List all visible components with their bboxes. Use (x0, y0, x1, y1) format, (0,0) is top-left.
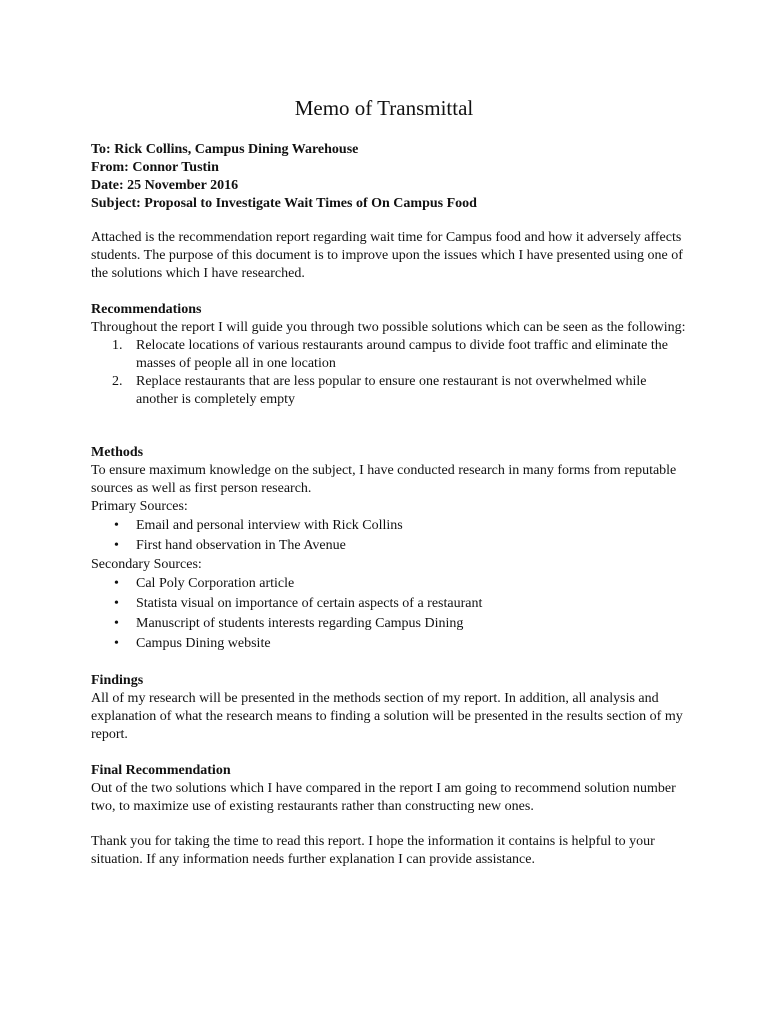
memo-title: Memo of Transmittal (294, 96, 474, 120)
list-item (91, 634, 691, 654)
recommendations-heading: Recommendations (91, 302, 202, 317)
intro-paragraph: Attached is the recommendation report regarding wait time for Campus food and how it adversely affects students. The purpose of this document is to improve upon the issues which I have presented using one of the solutions which I have researched. (91, 230, 683, 281)
bullet-icon: • (114, 518, 119, 533)
primary-sources-label: Primary Sources: (91, 499, 188, 514)
findings-text: All of my research will be presented in the methods section of my report. In addition, all analysis and explanation of what the research means to finding a solution will be presented in the results section of my report. (91, 691, 683, 742)
list-item (91, 614, 691, 634)
primary-sources-list (91, 516, 691, 556)
list-item-text: Replace restaurants that are less popular to ensure one restaurant is not overwhelmed while another is completely empty (136, 374, 647, 407)
memo-from: From: Connor Tustin (91, 160, 219, 175)
final-recommendation-text: Out of the two solutions which I have compared in the report I am going to recommend solution number two, to maximize use of existing restaurants rather than constructing new ones. (91, 781, 676, 814)
recommendations-list (91, 337, 691, 409)
recommendations-text: Throughout the report I will guide you through two possible solutions which can be seen as the following: (91, 320, 686, 335)
list-item-text: Relocate locations of various restaurants around campus to divide foot traffic and eliminate the masses of people all in one location (136, 338, 668, 371)
list-item-text: Cal Poly Corporation article (136, 576, 295, 591)
list-item (91, 574, 691, 594)
final-recommendation-heading: Final Recommendation (91, 763, 231, 778)
list-item-text: First hand observation in The Avenue (136, 538, 346, 553)
methods-text: To ensure maximum knowledge on the subject, I have conducted research in many forms from reputable sources as well as first person research. (91, 463, 677, 496)
list-item (91, 516, 691, 536)
memo-date: Date: 25 November 2016 (91, 178, 239, 193)
list-item-text: Statista visual on importance of certain aspects of a restaurant (136, 596, 483, 611)
list-item-text: Email and personal interview with Rick Collins (136, 518, 403, 533)
secondary-sources-list (91, 574, 691, 654)
bullet-icon: • (114, 636, 119, 651)
closing-paragraph: Thank you for taking the time to read this report. I hope the information it contains is helpful to your situation. If any information needs further explanation I can provide assistance. (91, 834, 655, 867)
list-item-text: Manuscript of students interests regarding Campus Dining (136, 616, 464, 631)
final-recommendation-section (91, 762, 691, 816)
list-item-text: Campus Dining website (136, 636, 271, 651)
memo-to: To: Rick Collins, Campus Dining Warehouse (91, 142, 359, 157)
secondary-sources-label: Secondary Sources: (91, 557, 202, 572)
list-number: 2. (112, 374, 123, 389)
methods-heading: Methods (91, 445, 144, 460)
list-item (91, 536, 691, 556)
recommendations-section (91, 301, 691, 409)
bullet-icon: • (114, 576, 119, 591)
bullet-icon: • (114, 538, 119, 553)
findings-section (91, 672, 691, 744)
memo-header (91, 141, 691, 213)
closing-section (91, 833, 691, 869)
intro-section (91, 229, 691, 283)
bullet-icon: • (114, 596, 119, 611)
list-item (91, 337, 691, 373)
list-item (91, 373, 691, 409)
bullet-icon: • (114, 616, 119, 631)
list-item (91, 594, 691, 614)
findings-heading: Findings (91, 673, 144, 688)
methods-section (91, 444, 691, 654)
list-number: 1. (112, 338, 123, 353)
memo-subject: Subject: Proposal to Investigate Wait Times of On Campus Food (91, 196, 477, 211)
